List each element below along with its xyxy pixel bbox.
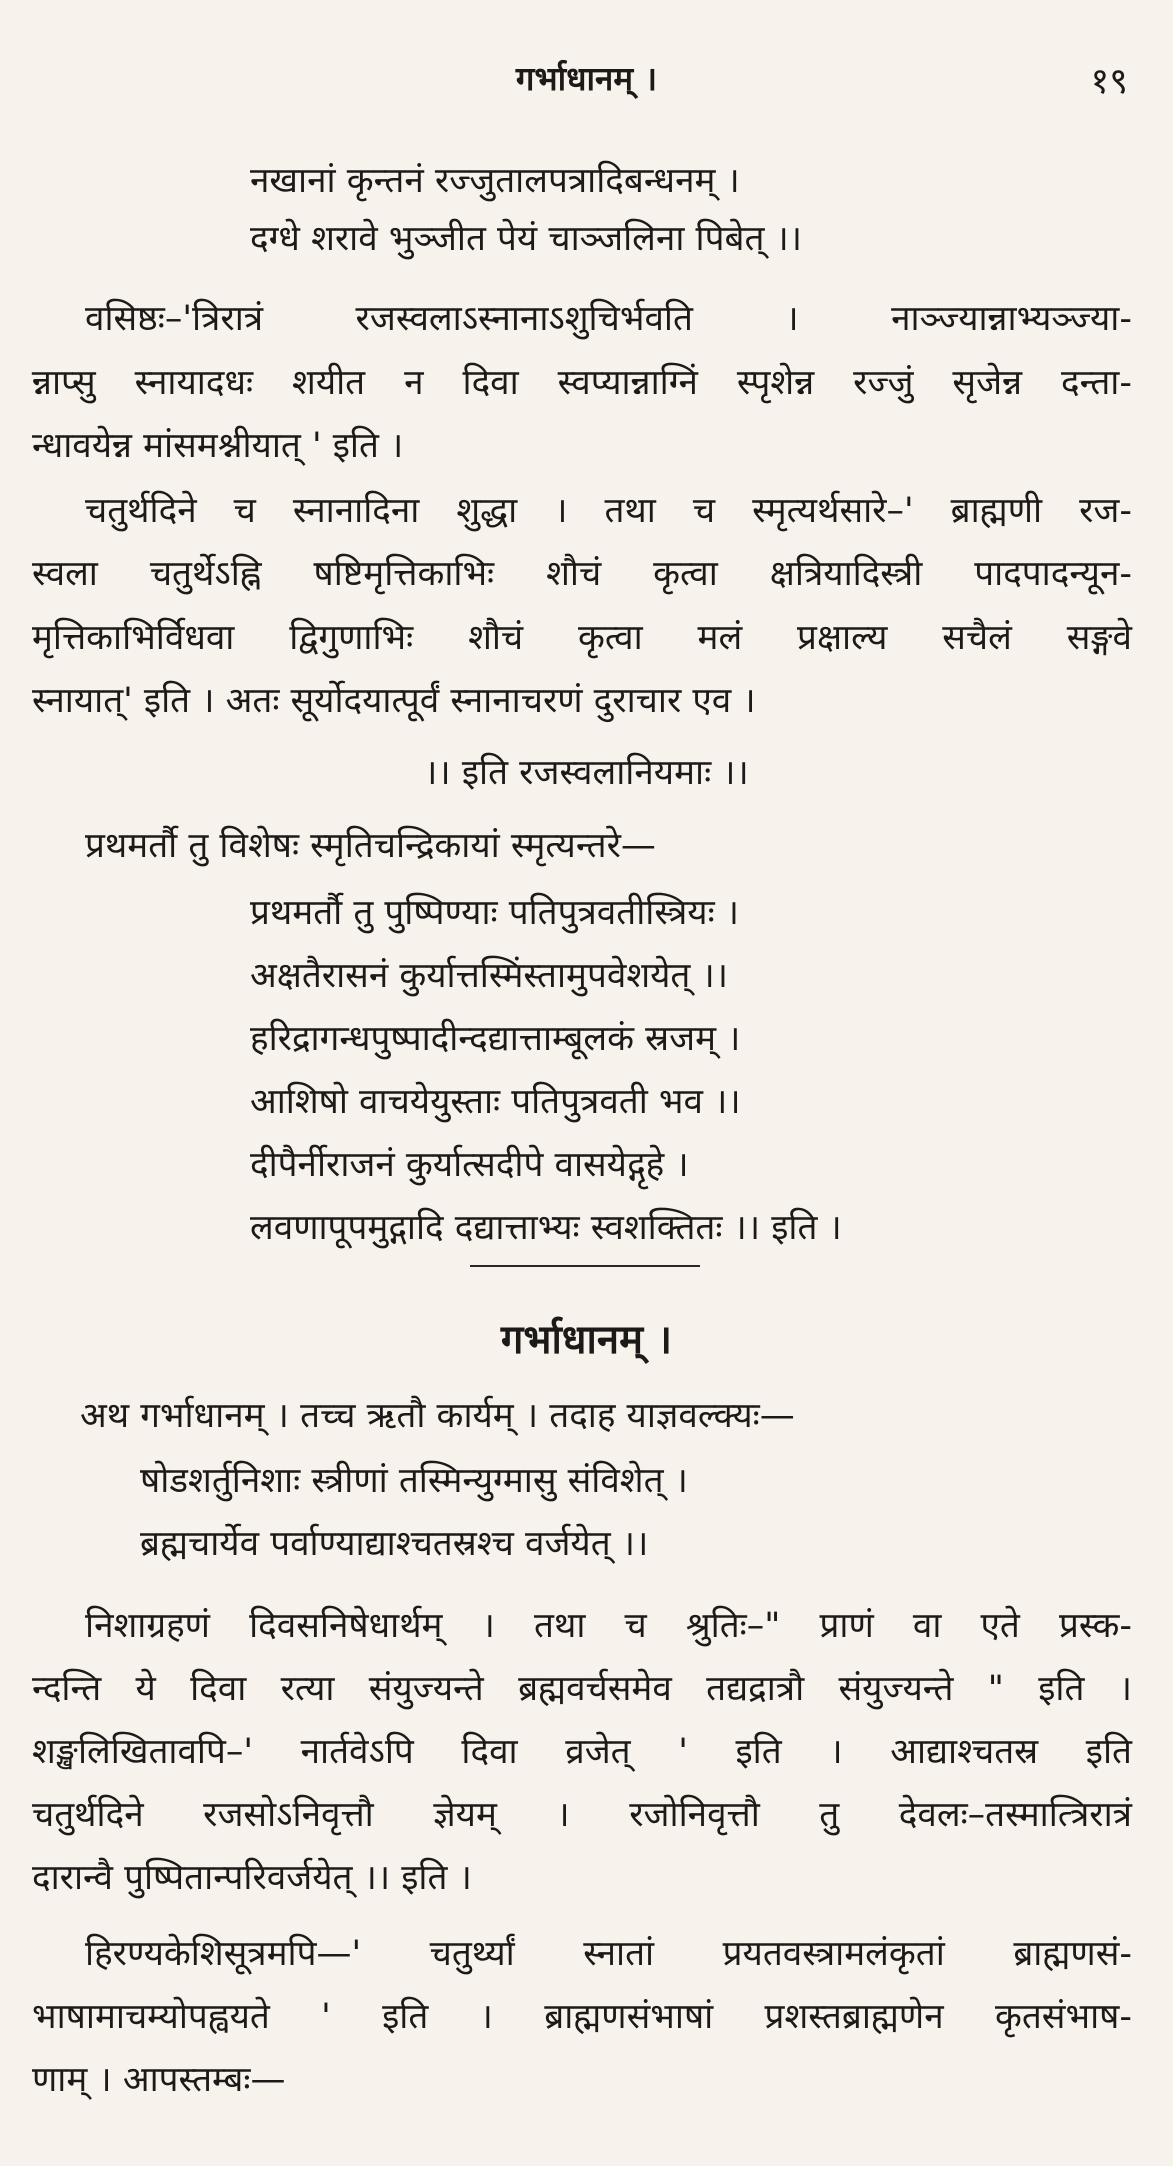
- paragraph-line: णाम् । आपस्तम्बः—: [32, 2060, 286, 2100]
- running-title: गर्भाधानम् ।: [515, 59, 658, 98]
- verse-line: अक्षतैरासनं कुर्यात्तस्मिंस्तामुपवेशयेत् ।।: [250, 956, 729, 996]
- verse-line: आशिषो वाचयेयुस्ताः पतिपुत्रवती भव ।।: [250, 1082, 741, 1122]
- verse-line: दग्धे शरावे भुञ्जीत पेयं चाञ्जलिना पिबेत् ।।: [250, 219, 803, 259]
- verse-line: हरिद्रागन्धपुष्पादीन्दद्यात्ताम्बूलकं स्रजम् ।: [250, 1019, 741, 1059]
- paragraph-line: न्दन्ति ये दिवा रत्या संयुज्यन्ते ब्रह्मवर्चसमेव तद्यद्रात्रौ संयुज्यन्ते " इति ।: [32, 1669, 1132, 1709]
- section-heading: गर्भाधानम् ।: [500, 1317, 673, 1363]
- paragraph-line: चतुर्थदिने च स्नानादिना शुद्धा । तथा च स्मृत्यर्थसारे–' ब्राह्मणी रज-: [85, 491, 1132, 531]
- paragraph-line: स्वला चतुर्थेऽह्नि षष्टिमृत्तिकाभिः शौचं कृत्वा क्षत्रियादिस्त्री पादपादन्यून-: [32, 554, 1132, 594]
- paragraph-line: भाषामाचम्योपह्वयते ' इति । ब्राह्मणसंभाषां प्रशस्तब्राह्मणेन कृतसंभाष-: [32, 1997, 1132, 2037]
- verse-line: दीपैर्नीराजनं कुर्यात्सदीपे वासयेद्गृहे ।: [250, 1145, 689, 1185]
- paragraph-line: शङ्खलिखितावपि–' नार्तवेऽपि दिवा व्रजेत् ' इति । आद्याश्चतस्र इति: [32, 1732, 1132, 1772]
- paragraph-line: दारान्वै पुष्पितान्परिवर्जयेत् ।। इति ।: [32, 1858, 472, 1898]
- paragraph-line: अथ गर्भाधानम् । तच्च ऋतौ कार्यम् । तदाह याज्ञवल्क्यः—: [80, 1396, 795, 1436]
- verse-line: ब्रह्मचार्येव पर्वाण्याद्याश्चतस्रश्च वर्जयेत् ।।: [140, 1524, 649, 1564]
- paragraph-line: निशाग्रहणं दिवसनिषेधार्थम् । तथा च श्रुतिः–" प्राणं वा एते प्रस्क-: [85, 1606, 1132, 1646]
- page-number: १९: [1090, 61, 1128, 102]
- paragraph-line: न्नाप्सु स्नायादधः शयीत न दिवा स्वप्यान्नाग्निं स्पृशेन्न रज्जुं सृजेन्न दन्ता-: [32, 363, 1132, 403]
- paragraph-line: हिरण्यकेशिसूत्रमपि—' चतुर्थ्यां स्नातां प्रयतवस्त्रामलंकृतां ब्राह्मणसं-: [85, 1934, 1132, 1974]
- section-end-line: ।। इति रजस्वलानियमाः ।।: [424, 753, 749, 793]
- section-divider: [470, 1265, 700, 1267]
- paragraph-line: प्रथमर्तौ तु विशेषः स्मृतिचन्द्रिकायां स्मृत्यन्तरे—: [85, 826, 656, 866]
- verse-line: प्रथमर्तौ तु पुष्पिण्याः पतिपुत्रवतीस्त्रियः ।: [250, 893, 740, 933]
- paragraph-line: स्नायात्' इति । अतः सूर्योदयात्पूर्वं स्नानाचरणं दुराचार एव ।: [32, 681, 756, 721]
- verse-line: नखानां कृन्तनं रज्जुतालपत्रादिबन्धनम् ।: [250, 161, 740, 201]
- paragraph-line: न्धावयेन्न मांसमश्नीयात् ' इति ।: [32, 426, 404, 466]
- page-header: [0, 55, 1173, 115]
- verse-line: लवणापूपमुद्गादि दद्यात्ताभ्यः स्वशक्तितः ।। इति ।: [250, 1208, 842, 1248]
- paragraph-line: मृत्तिकाभिर्विधवा द्विगुणाभिः शौचं कृत्वा मलं प्रक्षाल्य सचैलं सङ्गवे: [32, 618, 1132, 658]
- verse-line: षोडशर्तुनिशाः स्त्रीणां तस्मिन्युग्मासु संविशेत् ।: [140, 1461, 688, 1501]
- paragraph-line: चतुर्थदिने रजसोऽनिवृत्तौ ज्ञेयम् । रजोनिवृत्तौ तु देवलः–तस्मात्त्रिरात्रं: [32, 1795, 1132, 1835]
- paragraph-line: वसिष्ठः–'त्रिरात्रं रजस्वलाऽस्नानाऽशुचिर्भवति । नाञ्ज्यान्नाभ्यञ्ज्या-: [85, 299, 1132, 339]
